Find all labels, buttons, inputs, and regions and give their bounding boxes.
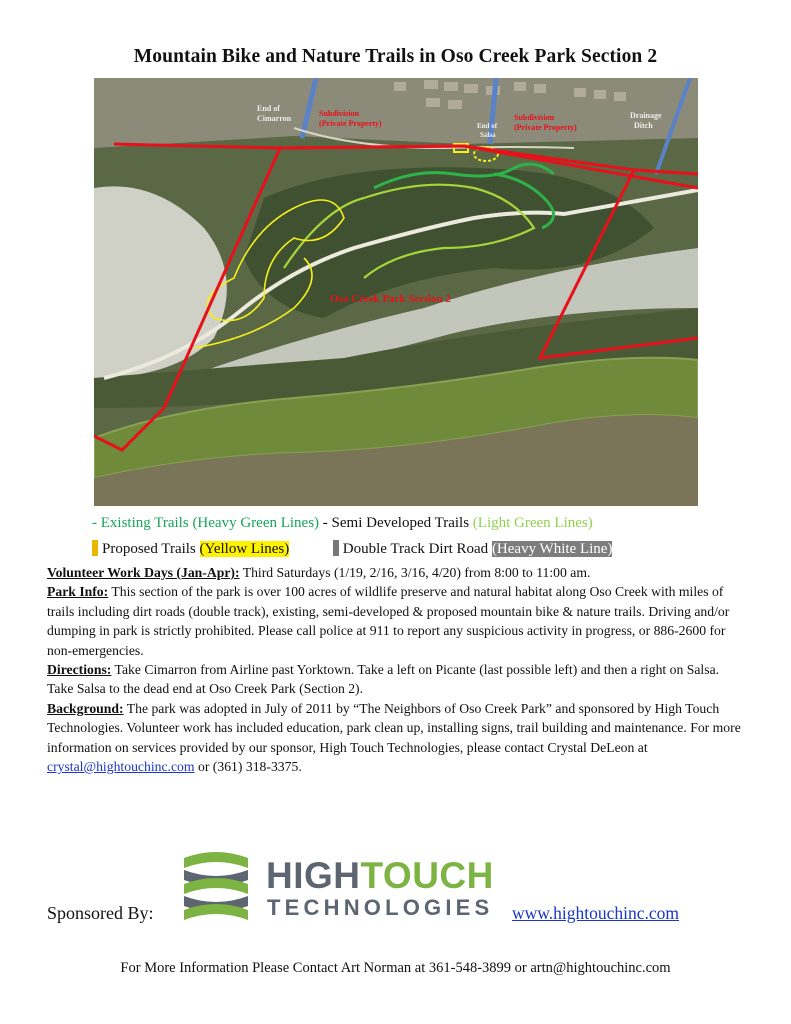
park-info-heading: Park Info: [47,584,109,600]
label-drainage-ditch-2: Ditch [634,121,653,130]
sponsor-website-link[interactable]: www.hightouchinc.com [512,903,680,923]
contact-email-link[interactable]: crystal@hightouchinc.com [47,759,195,775]
footer-contact: For More Information Please Contact Art Norman at 361-548-3899 or artn@hightouchinc.com [120,960,671,976]
label-subdivision-left: Subdivision [319,109,360,118]
label-subdivision-right: Subdivision [514,113,555,122]
volunteer-paragraph [47,563,747,582]
volunteer-text: Third Saturdays (1/19, 2/16, 3/16, 4/20) from 8:00 to 11:00 am. [239,565,591,580]
legend-road-desc: (Heavy White Line) [491,541,613,557]
legend-line-2 [92,540,612,558]
legend-existing-desc: (Heavy Green Lines) [192,515,320,531]
legend-line-1 [92,515,593,532]
volunteer-heading: Volunteer Work Days (Jan-Apr): [47,565,240,580]
legend-semi-prefix: - Semi Developed Trails [319,515,473,531]
label-park-section: Oso Creek Park Section 2 [330,293,451,305]
page-title: Mountain Bike and Nature Trails in Oso Creek Park Section 2 [133,46,658,67]
logo-word-high: HIGH [266,855,361,896]
directions-paragraph [47,660,747,699]
info-text [47,563,747,776]
logo-wordmark [266,856,494,896]
logo-word-touch: TOUCH [360,855,494,896]
park-info-paragraph [47,582,747,660]
label-end-of-cimarron-2: Cimarron [257,114,292,123]
legend-existing-prefix: - Existing Trails [92,515,193,531]
label-end-of-salsa-2: Salsa [480,131,496,139]
label-end-of-salsa: End of [477,122,498,130]
sponsored-by-label: Sponsored By: [47,903,154,923]
hightouch-logo [176,848,516,928]
road-swatch-icon [333,540,339,556]
directions-text: Take Cimarron from Airline past Yorktown. Take a left on Picante (last possible left) and then a right on Salsa. Take Salsa to the dead end at Oso Creek Park (Section 2). [47,662,720,697]
directions-heading: Directions: [47,662,112,678]
label-subdivision-left-2: (Private Property) [319,119,382,128]
proposed-swatch-icon [92,540,98,556]
label-subdivision-right-2: (Private Property) [514,123,577,132]
legend-semi-desc: (Light Green Lines) [472,515,593,531]
legend-proposed-desc: (Yellow Lines) [199,541,290,557]
logo-word-technologies: TECHNOLOGIES [267,895,494,920]
park-info-text: This section of the park is over 100 acres of wildlife preserve and natural habitat along Oso Creek with miles of trails including dirt roads (double track), existing, semi-developed & proposed mountain bike & nature trails. Driving and/or dumping in park is strictly prohibited. Please call police at 911 to report any suspicious activity in progress, or 886-2600 for non-emergencies. [47,584,730,658]
background-paragraph [47,699,747,777]
background-text: The park was adopted in July of 2011 by “The Neighbors of Oso Creek Park” and sponsored by High Touch Technologies. Volunteer work has included education, park clean up, installing signs, trail building and maintenance. For more information on services provided by our sponsor, High Touch Technologies, please contact Crystal DeLeon at [47,700,741,755]
background-heading: Background: [47,700,124,716]
background-text-end: or (361) 318-3375. [194,759,302,775]
legend-proposed-label: Proposed Trails [102,541,200,557]
aerial-trail-map [94,78,698,506]
hightouch-swirl-icon [176,848,256,928]
legend-road-label: Double Track Dirt Road [342,541,492,557]
label-drainage-ditch: Drainage [630,111,662,120]
label-end-of-cimarron: End of [257,104,280,113]
